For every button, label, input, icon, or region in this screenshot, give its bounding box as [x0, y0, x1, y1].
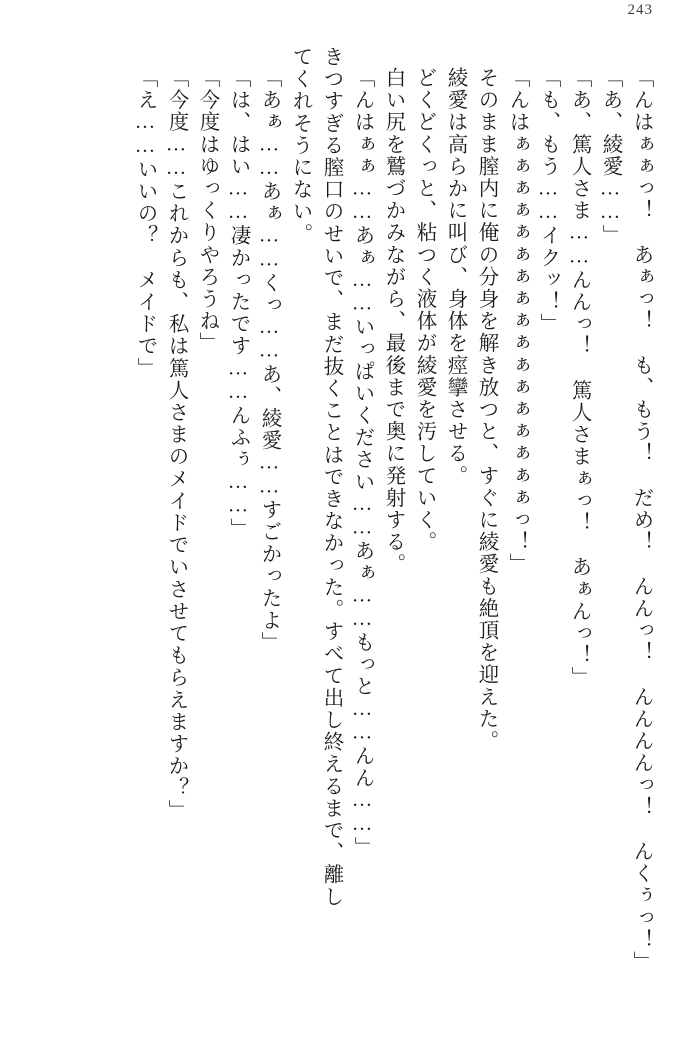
text-line: 「え……いいの？ メイドで」: [134, 67, 156, 380]
text-line: どくどくっと、粘つく液体が綾愛を汚していく。: [413, 67, 435, 554]
text-line: 白い尻を鷲づかみながら、最後まで奥に発射する。: [382, 67, 404, 576]
page-number: 243: [627, 2, 653, 18]
text-line: 「は、はい……凄かったです……んふぅ……」: [227, 67, 249, 541]
text-line: 「んはぁぁっ！ あぁっ！ も、もう！ だめ！ んんっ！ んんんんっ！ んくぅっ！」: [630, 67, 652, 974]
text-line: そのまま膣内に俺の分身を解き放つと、すぐに綾愛も絶頂を迎えた。: [475, 67, 497, 753]
text-line: 「んはぁぁ……あぁ……いっぱいください……あぁ……もっと……んん……」: [351, 67, 373, 859]
text-line: 「あ、綾愛……」: [599, 67, 621, 247]
text-line: 「今度……これからも、私は篤人さまのメイドでいさせてもらえますか？」: [165, 67, 187, 822]
text-line: 「今度はゆっくりやろうね」: [196, 67, 218, 355]
text-line: 「あ、篤人さま……んんっ！ 篤人さまぁっ！ あぁんっ！」: [568, 67, 590, 689]
text-line: てくれそうにない。: [289, 46, 311, 245]
text-line: 「んはぁぁぁぁぁぁぁぁぁぁぁぁぁぁぁぁぁっ！」: [506, 67, 528, 576]
text-line: 綾愛は高らかに叫び、身体を痙攣させる。: [444, 67, 466, 487]
text-line: 「あぁ……あぁ……くっ……あ、綾愛……すごかったよ」: [258, 67, 280, 654]
text-line: 「も、もう……イクッ！」: [537, 67, 559, 336]
vertical-text-body: [30, 46, 651, 1020]
text-line: きつすぎる膣口のせいで、まだ抜くことはできなかった。すべて出し終えるまで、離し: [320, 46, 342, 908]
